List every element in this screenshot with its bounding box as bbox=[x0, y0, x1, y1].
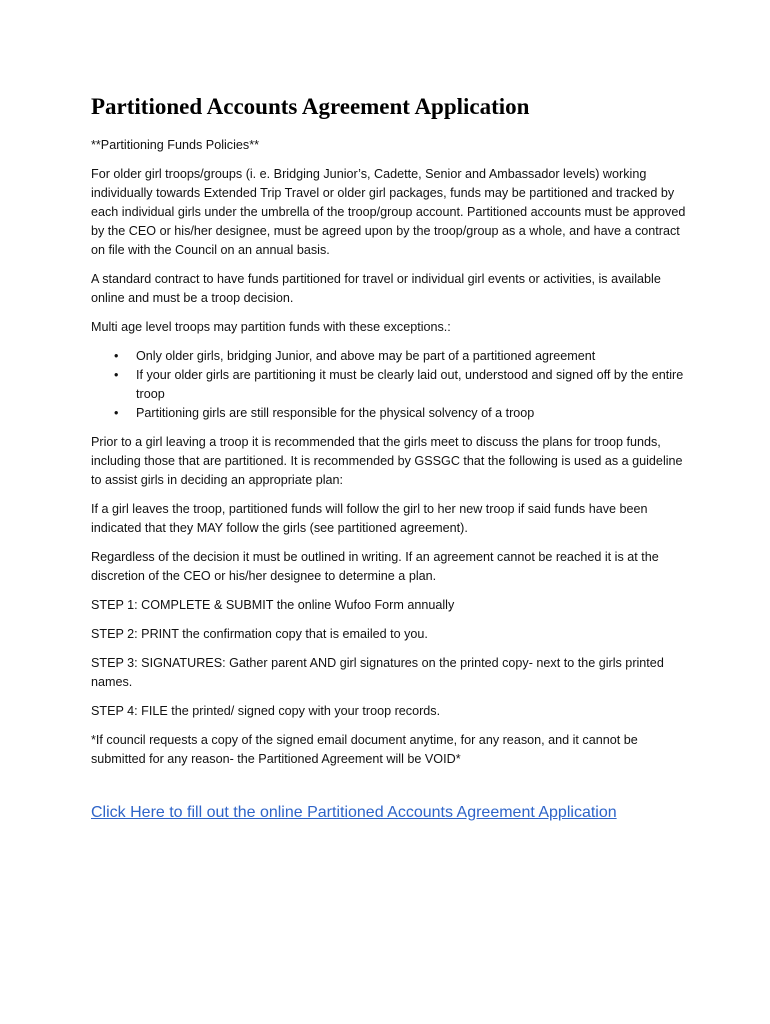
list-item-text: Only older girls, bridging Junior, and above may be part of a partitioned agreement bbox=[136, 349, 596, 363]
list-item bbox=[91, 366, 691, 404]
girl-leaves-paragraph: If a girl leaves the troop, partitioned funds will follow the girl to her new troop if said funds have been indicated that they MAY follow the girls (see partitioned agreement). bbox=[91, 502, 648, 535]
bullet-icon: • bbox=[114, 349, 119, 363]
application-link[interactable]: Click Here to fill out the online Partitioned Accounts Agreement Application bbox=[91, 804, 617, 821]
void-notice: *If council requests a copy of the signed email document anytime, for any reason, and it cannot be submitted for any reason- the Partitioned Agreement will be VOID* bbox=[91, 733, 638, 766]
intro-paragraph: For older girl troops/groups (i. e. Bridging Junior’s, Cadette, Senior and Ambassador levels) working individually towards Extended Trip Travel or older girl packages, funds may be partitioned and tracked by each individual girls under the umbrella of the troop/group account. Partitioned accounts must be approved by the CEO or his/her designee, must be agreed upon by the troop/group as a whole, and have a contract on file with the Council on an annual basis. bbox=[91, 167, 686, 257]
step-3: STEP 3: SIGNATURES: Gather parent AND girl signatures on the printed copy- next to the girls printed names. bbox=[91, 656, 664, 689]
list-item-text: Partitioning girls are still responsible for the physical solvency of a troop bbox=[136, 406, 535, 420]
bullet-icon: • bbox=[114, 368, 119, 382]
multi-age-paragraph: Multi age level troops may partition funds with these exceptions.: bbox=[91, 320, 451, 334]
bullet-icon: • bbox=[114, 406, 119, 420]
application-link-container bbox=[91, 802, 691, 824]
step-1: STEP 1: COMPLETE & SUBMIT the online Wufoo Form annually bbox=[91, 598, 455, 612]
standard-contract-paragraph: A standard contract to have funds partitioned for travel or individual girl events or activities, is available online and must be a troop decision. bbox=[91, 272, 661, 305]
regardless-paragraph: Regardless of the decision it must be outlined in writing. If an agreement cannot be reached it is at the discretion of the CEO or his/her designee to determine a plan. bbox=[91, 550, 659, 583]
step-2: STEP 2: PRINT the confirmation copy that is emailed to you. bbox=[91, 627, 428, 641]
page-title: Partitioned Accounts Agreement Application bbox=[91, 94, 530, 119]
policies-heading: **Partitioning Funds Policies** bbox=[91, 138, 260, 152]
document-page bbox=[91, 92, 691, 824]
list-item bbox=[91, 404, 691, 423]
list-item bbox=[91, 347, 691, 366]
exceptions-list bbox=[91, 347, 691, 423]
step-4: STEP 4: FILE the printed/ signed copy with your troop records. bbox=[91, 704, 441, 718]
prior-leaving-paragraph: Prior to a girl leaving a troop it is recommended that the girls meet to discuss the plans for troop funds, including those that are partitioned. It is recommended by GSSGC that the following is used as a guideline to assist girls in deciding an appropriate plan: bbox=[91, 435, 683, 487]
list-item-text: If your older girls are partitioning it must be clearly laid out, understood and signed off by the entire troop bbox=[136, 368, 684, 401]
